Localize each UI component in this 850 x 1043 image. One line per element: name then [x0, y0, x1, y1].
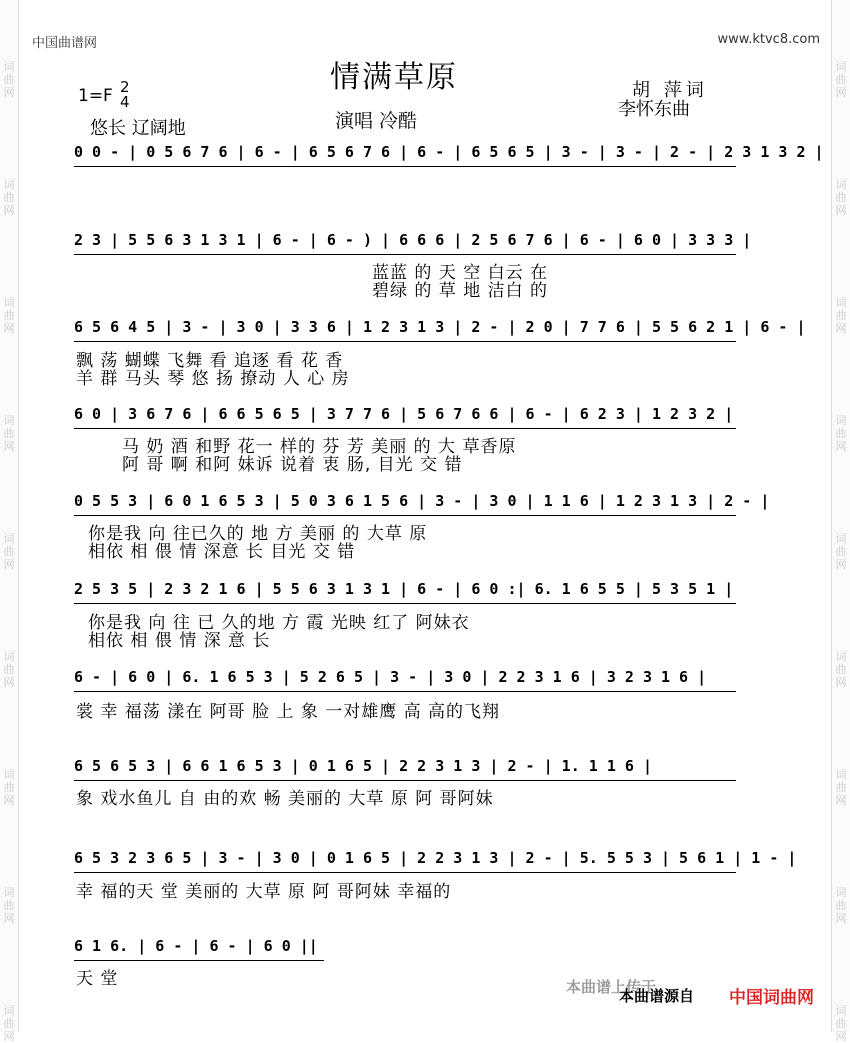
lyrics-line-3b: 羊 群 马头 琴 悠 扬 撩动 人 心 房 — [76, 369, 350, 389]
tempo-marking: 悠长 辽阔地 — [90, 118, 186, 139]
side-watermark-left: 词 曲 网 — [3, 532, 15, 571]
beam-line-7 — [74, 691, 736, 692]
beam-line-9 — [74, 872, 736, 873]
side-watermark-left: 词 曲 网 — [3, 886, 15, 925]
lyrics-line-2b: 碧绿 的 草 地 洁白 的 — [372, 281, 549, 301]
footer-credit-back: 本曲谱上传于 — [566, 978, 657, 996]
beam-line-10 — [74, 960, 324, 961]
lyrics-line-9: 幸 福的天 堂 美丽的 大草 原 阿 哥阿妹 幸福的 — [76, 882, 452, 902]
side-watermark-right: 词 曲 网 — [835, 768, 847, 807]
side-watermark-right: 词 曲 网 — [835, 60, 847, 99]
singer-credit: 演唱 冷酷 — [335, 110, 418, 132]
score-line-8: 6 5 6 5 3 | 6 6 1 6 5 3 | 0 1 6 5 | 2 2 3 1 3 | 2 - | 1. 1 1 6 | — [74, 757, 652, 775]
footer-brand-logo: 中国词曲网 — [729, 988, 814, 1008]
key-signature: 1=F — [78, 86, 113, 106]
source-url: www.ktvc8.com — [717, 32, 820, 47]
lyrics-line-10: 天 堂 — [76, 969, 119, 989]
side-watermark-right: 词 曲 网 — [835, 1004, 847, 1043]
right-watermark-strip — [831, 0, 850, 1032]
source-site-name: 中国曲谱网 — [32, 36, 98, 51]
score-line-5: 0 5 5 3 | 6 0 1 6 5 3 | 5 0 3 6 1 5 6 | 3 - | 3 0 | 1 1 6 | 1 2 3 1 3 | 2 - | — [74, 492, 770, 510]
time-signature-bottom: 4 — [120, 93, 130, 111]
score-line-10: 6 1 6. | 6 - | 6 - | 6 0 || — [74, 937, 318, 955]
side-watermark-right: 词 曲 网 — [835, 178, 847, 217]
left-watermark-strip — [0, 0, 19, 1032]
score-line-7: 6 - | 6 0 | 6. 1 6 5 3 | 5 2 6 5 | 3 - | 3 0 | 2 2 3 1 6 | 3 2 3 1 6 | — [74, 668, 707, 686]
lyrics-line-6b: 相依 相 偎 情 深 意 长 — [88, 631, 271, 651]
lyrics-line-4b: 阿 哥 啊 和阿 妹诉 说着 衷 肠, 目光 交 错 — [122, 455, 463, 475]
side-watermark-left: 词 曲 网 — [3, 1004, 15, 1043]
side-watermark-left: 词 曲 网 — [3, 650, 15, 689]
beam-line-6 — [74, 603, 736, 604]
side-watermark-right: 词 曲 网 — [835, 650, 847, 689]
lyrics-line-6a: 你是我 向 往 已 久的地 方 霞 光映 红了 阿妹衣 — [88, 613, 470, 633]
lyrics-line-8: 象 戏水鱼儿 自 由的欢 畅 美丽的 大草 原 阿 哥阿妹 — [76, 789, 494, 809]
side-watermark-left: 词 曲 网 — [3, 296, 15, 335]
footer-credit: 本曲谱源自 — [619, 987, 695, 1005]
side-watermark-left: 词 曲 网 — [3, 414, 15, 453]
lyrics-line-2a: 蓝蓝 的 天 空 白云 在 — [372, 263, 549, 283]
score-line-3: 6 5 6 4 5 | 3 - | 3 0 | 3 3 6 | 1 2 3 1 3 | 2 - | 2 0 | 7 7 6 | 5 5 6 2 1 | 6 - | — [74, 318, 806, 336]
beam-line-4 — [74, 428, 736, 429]
score-line-2: 2 3 | 5 5 6 3 1 3 1 | 6 - | 6 - ) | 6 6 6 | 2 5 6 7 6 | 6 - | 6 0 | 3 3 3 | — [74, 231, 752, 249]
beam-line-8 — [74, 780, 736, 781]
lyrics-line-3a: 飘 荡 蝴蝶 飞舞 看 追逐 看 花 香 — [76, 351, 344, 371]
lyricist-credit: 胡 萍词 — [632, 80, 708, 101]
beam-line-5 — [74, 515, 736, 516]
beam-line-3 — [74, 341, 736, 342]
side-watermark-left: 词 曲 网 — [3, 60, 15, 99]
beam-line-2 — [74, 254, 736, 255]
side-watermark-right: 词 曲 网 — [835, 296, 847, 335]
beam-line-1 — [74, 166, 736, 167]
side-watermark-left: 词 曲 网 — [3, 768, 15, 807]
lyrics-line-5b: 相依 相 偎 情 深意 长 目光 交 错 — [88, 542, 356, 562]
time-signature-top: 2 — [120, 78, 130, 96]
side-watermark-right: 词 曲 网 — [835, 532, 847, 571]
side-watermark-right: 词 曲 网 — [835, 886, 847, 925]
score-line-1: 0 0 - | 0 5 6 7 6 | 6 - | 6 5 6 7 6 | 6 - | 6 5 6 5 | 3 - | 3 - | 2 - | 2 3 1 3 2 | — [74, 143, 824, 161]
lyrics-line-4a: 马 奶 酒 和野 花一 样的 芬 芳 美丽 的 大 草香原 — [122, 437, 517, 457]
score-line-4: 6 0 | 3 6 7 6 | 6 6 5 6 5 | 3 7 7 6 | 5 6 7 6 6 | 6 - | 6 2 3 | 1 2 3 2 | — [74, 405, 734, 423]
lyrics-line-5a: 你是我 向 往已久的 地 方 美丽 的 大草 原 — [88, 524, 428, 544]
song-title: 情满草原 — [330, 60, 458, 95]
lyrics-line-7: 裳 幸 福荡 漾在 阿哥 脸 上 象 一对雄鹰 高 高的飞翔 — [76, 702, 501, 722]
score-line-9: 6 5 3 2 3 6 5 | 3 - | 3 0 | 0 1 6 5 | 2 2 3 1 3 | 2 - | 5. 5 5 3 | 5 6 1 | 1 - | — [74, 849, 797, 867]
time-signature — [120, 80, 130, 110]
side-watermark-right: 词 曲 网 — [835, 414, 847, 453]
composer-credit: 李怀东曲 — [618, 99, 690, 120]
score-line-6: 2 5 3 5 | 2 3 2 1 6 | 5 5 6 3 1 3 1 | 6 - | 6 0 :| 6. 1 6 5 5 | 5 3 5 1 | — [74, 580, 734, 598]
side-watermark-left: 词 曲 网 — [3, 178, 15, 217]
